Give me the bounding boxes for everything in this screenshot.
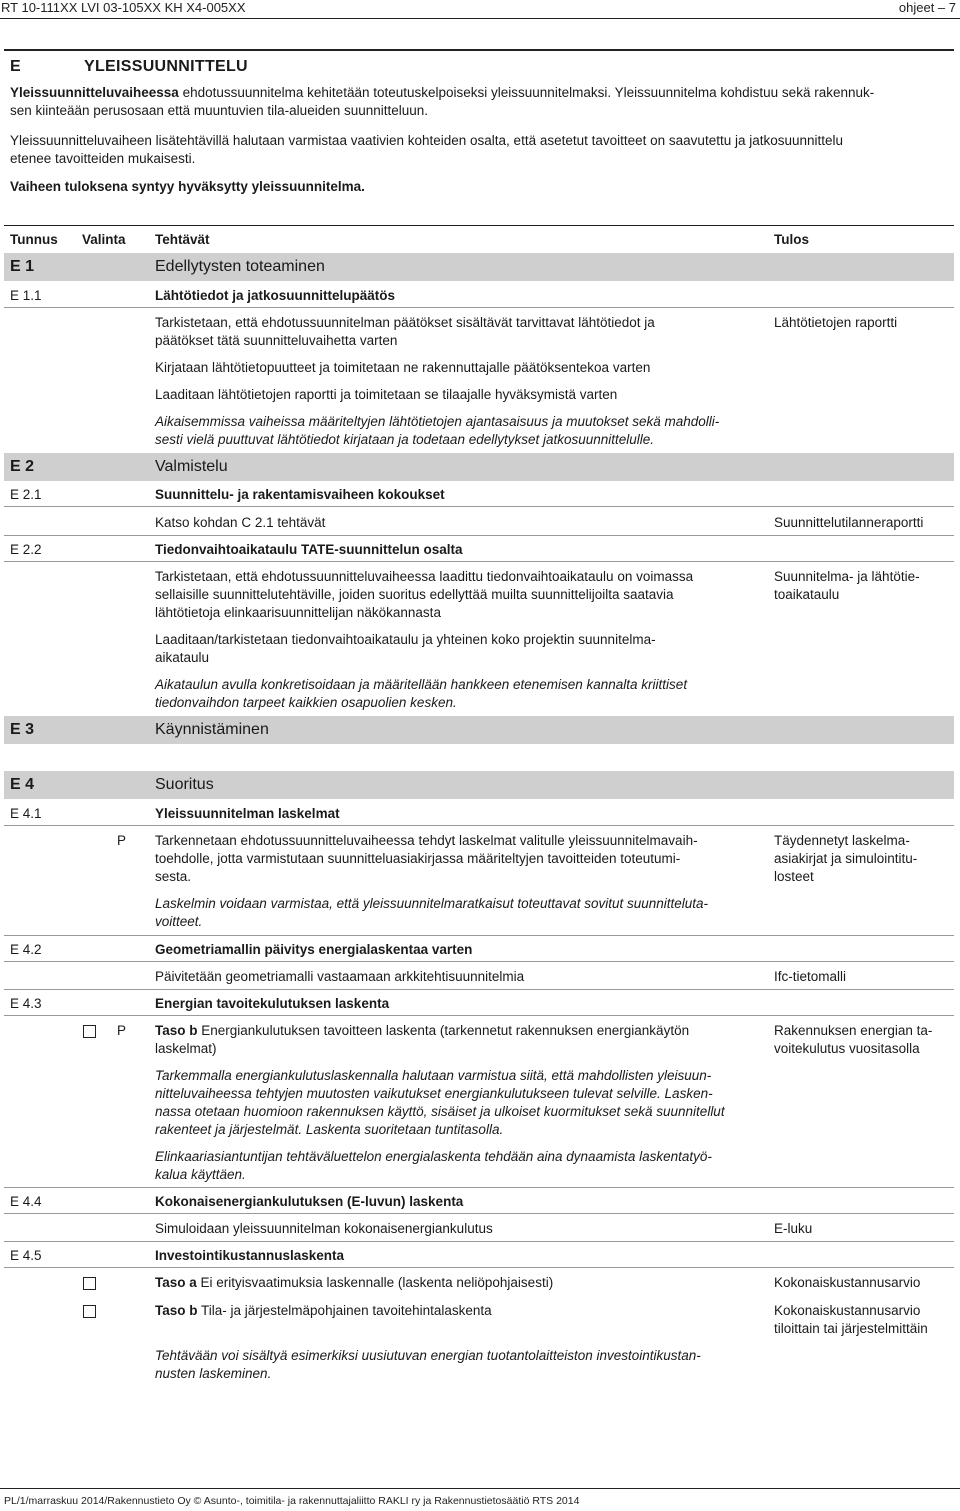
- row-divider: [4, 1187, 954, 1188]
- header-rule: [0, 18, 960, 19]
- task-description: Taso b Energiankulutuksen tavoitteen laskenta (tarkennetut rakennuksen energiankäytön laskelmat): [155, 1023, 690, 1056]
- task-code: E 2.1: [10, 487, 42, 502]
- row-divider: [4, 561, 954, 562]
- intro-paragraph-1: Yleissuunnitteluvaiheessa ehdotussuunnitelma kehitetään toteutuskelpoiseksi yleissuunnitelmaksi. Yleissuunnitelma kohdistuu sekä rakennuk- sen kiinteään perusosaan että muuntuvien tila-alueiden suunnitteluun.: [10, 85, 875, 118]
- row-divider: [4, 506, 954, 507]
- task-code: E 4.3: [10, 996, 42, 1011]
- task-description: Kirjataan lähtötietopuutteet ja toimitetaan ne rakennuttajalle päätöksentekoa varten: [155, 360, 651, 375]
- col-header-tulos: Tulos: [774, 232, 809, 247]
- valinta-code: P: [117, 833, 127, 848]
- phase-title: Suoritus: [155, 776, 214, 793]
- task-note: Aikaisemmissa vaiheissa määriteltyjen lähtötietojen ajantasaisuus ja muutokset sekä mahdolli- sesti vielä puuttuvat lähtötiedot kirjataan ja todetaan edellytykset jatkosuunnittelulle.: [155, 414, 720, 447]
- task-title: Kokonaisenergiankulutuksen (E-luvun) laskenta: [155, 1194, 464, 1209]
- page-header: [0, 0, 960, 16]
- task-title: Suunnittelu- ja rakentamisvaiheen kokoukset: [155, 487, 445, 502]
- phase-band-e3: [4, 716, 954, 744]
- task-description: Tarkistetaan, että ehdotussuunnitelman päätökset sisältävät tarvittavat lähtötiedot ja päätökset tätä suunnitteluvaihetta varten: [155, 315, 655, 348]
- page-number: ohjeet – 7: [898, 0, 956, 15]
- phase-code: E 4: [10, 776, 35, 793]
- task-title: Tiedonvaihtoaikataulu TATE-suunnittelun osalta: [155, 542, 463, 557]
- task-description: Tarkennetaan ehdotussuunnitteluvaiheessa tehdyt laskelmat valitulle yleissuunnitelmavaih- toehdolle, jotta varmistutaan suunnitteluasiakirjassa määriteltyjen tavoitteiden toteutumi- sesta.: [155, 833, 698, 884]
- task-note: Laskelmin voidaan varmistaa, että yleissuunnitelmaratkaisut toteuttavat sovitut suunnittelut​a- voitteet.: [155, 896, 709, 929]
- row-divider: [4, 825, 954, 826]
- task-description: Päivitetään geometriamalli vastaamaan arkkitehtisuunnitelmia: [155, 969, 525, 984]
- row-divider: [4, 1213, 954, 1214]
- document-codes: RT 10-111XX LVI 03-105XX KH X4-005XX: [1, 0, 246, 15]
- phase-code: E 3: [10, 721, 35, 738]
- selection-checkbox[interactable]: [83, 1305, 96, 1318]
- table-top-rule: [4, 225, 954, 226]
- task-description: Tarkistetaan, että ehdotussuunnitteluvaiheessa laadittu tiedonvaihtoaikataulu on voimassa sellaisille suunnittelutehtäville, joiden suoritus edellyttää muilta suunnittelijoilta saatavia lähtötietoja elinkaarisuunnittelijan näkökannasta: [155, 569, 694, 620]
- row-divider: [4, 1015, 954, 1016]
- task-result: Suunnitelma- ja lähtötie- toaikataulu: [774, 569, 920, 602]
- task-code: E 4.1: [10, 806, 42, 821]
- row-divider: [4, 961, 954, 962]
- task-description: Katso kohdan C 2.1 tehtävät: [155, 515, 326, 530]
- task-note: Tehtävään voi sisältyä esimerkiksi uusiutuvan energian tuotantolaitteiston investointikustan- nusten laskeminen.: [155, 1348, 701, 1381]
- phase-band-e4: [4, 771, 954, 799]
- row-divider: [4, 535, 954, 536]
- intro-phase-name: Yleissuunnitteluvaiheessa: [10, 85, 179, 100]
- row-divider: [4, 935, 954, 936]
- task-result: Kokonaiskustannusarvio tiloittain tai järjestelmittäin: [774, 1303, 928, 1336]
- task-result: Suunnittelutilanneraportti: [774, 515, 924, 530]
- task-description: Laaditaan lähtötietojen raportti ja toimitetaan se tilaajalle hyväksymistä varten: [155, 387, 618, 402]
- phase-code: E 2: [10, 458, 35, 475]
- task-title: Energian tavoitekulutuksen laskenta: [155, 996, 390, 1011]
- task-title: Yleissuunnitelman laskelmat: [155, 806, 340, 821]
- phase-code: E 1: [10, 258, 35, 275]
- row-divider: [4, 1267, 954, 1268]
- task-result: Kokonaiskustannusarvio: [774, 1275, 921, 1290]
- task-result: Lähtötietojen raportti: [774, 315, 898, 330]
- task-code: E 1.1: [10, 288, 42, 303]
- task-description: Taso b Tila- ja järjestelmäpohjainen tavoitehintalaskenta: [155, 1303, 492, 1318]
- phase-title: Käynnistäminen: [155, 721, 269, 738]
- col-header-valinta: Valinta: [82, 232, 126, 247]
- task-note: Aikataulun avulla konkretisoidaan ja määritellään hankkeen etenemisen kannalta kriittiset tiedonvaihdon tarpeet kaikkien osapuolien kesken.: [155, 677, 688, 710]
- row-divider: [4, 989, 954, 990]
- task-title: Lähtötiedot ja jatkosuunnittelupäätös: [155, 288, 396, 303]
- footer-rule: [0, 1488, 960, 1489]
- task-result: Täydennetyt laskelma- asiakirjat ja simulointitu- losteet: [774, 833, 918, 884]
- selection-checkbox[interactable]: [83, 1025, 96, 1038]
- intro-paragraph-3: Vaiheen tuloksena syntyy hyväksytty yleissuunnitelma.: [10, 179, 365, 194]
- task-title: Investointikustannuslaskenta: [155, 1248, 345, 1263]
- section-title: YLEISSUUNNITTELU: [84, 58, 248, 75]
- task-code: E 4.5: [10, 1248, 42, 1263]
- task-note: Elinkaariasiantuntijan tehtäväluettelon energialaskenta tehdään aina dynaamista laskentatyö- kalua käyttäen.: [155, 1149, 712, 1182]
- phase-title: Edellytysten toteaminen: [155, 258, 325, 275]
- task-result: E-luku: [774, 1221, 813, 1236]
- section-rule: [4, 49, 954, 51]
- task-result: Rakennuksen energian ta- voitekulutus vuositasolla: [774, 1023, 933, 1056]
- task-code: E 4.2: [10, 942, 42, 957]
- row-divider: [4, 1241, 954, 1242]
- footer-copyright: PL/1/marraskuu 2014/Rakennustieto Oy © Asunto-, toimitila- ja rakennuttajaliitto RAKLI ry ja Rakennustietosäätiö RTS 2014: [4, 1495, 580, 1507]
- task-description: Simuloidaan yleissuunnitelman kokonaisenergiankulutus: [155, 1221, 493, 1236]
- selection-checkbox[interactable]: [83, 1277, 96, 1290]
- task-description: Taso a Ei erityisvaatimuksia laskennalle (laskenta neliöpohjaisesti): [155, 1275, 554, 1290]
- valinta-code: P: [117, 1023, 127, 1038]
- task-note: Tarkemmalla energiankulutuslaskennalla halutaan varmistua siitä, että mahdollisten yleisuun- nitteluvaiheessa tehtyjen muutosten vaikutukset energiankulutukseen tulevat selville. Lasken- nassa otetaan huomioon rakennuksen käyttö, sisäiset ja ulkoiset kuormitukset sekä suunnitellut rakenteet ja järjestelmät. Laskenta suoritetaan tuntitasolla.: [155, 1068, 725, 1137]
- phase-title: Valmistelu: [155, 458, 228, 475]
- task-title: Geometriamallin päivitys energialaskentaa varten: [155, 942, 473, 957]
- task-description: Laaditaan/tarkistetaan tiedonvaihtoaikataulu ja yhteinen koko projektin suunnitelma- aikataulu: [155, 632, 656, 665]
- phase-band-e1: [4, 253, 954, 281]
- section-code: E: [10, 58, 21, 75]
- intro-paragraph-2: Yleissuunnitteluvaiheen lisätehtävillä halutaan varmistaa vaativien kohteiden osalta, että asetetut tavoitteet on saavutettu ja jatkosuunnittelu etenee tavoitteiden mukaisesti.: [10, 133, 844, 166]
- phase-band-e2: [4, 453, 954, 481]
- task-code: E 2.2: [10, 542, 42, 557]
- col-header-tunnus: Tunnus: [10, 232, 58, 247]
- row-divider: [4, 307, 954, 308]
- col-header-tehtavat: Tehtävät: [155, 232, 210, 247]
- task-result: Ifc-tietomalli: [774, 969, 847, 984]
- task-code: E 4.4: [10, 1194, 42, 1209]
